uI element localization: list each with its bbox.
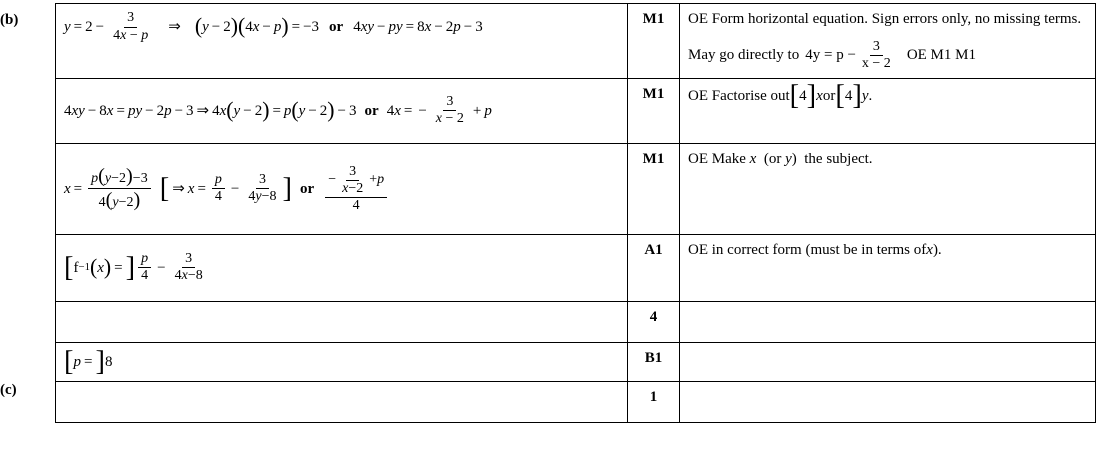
note-b4-main: OE in correct form (must be in terms of x ). <box>688 241 942 258</box>
note-b1 <box>680 4 1096 79</box>
mark-b2: M1 <box>628 78 680 143</box>
table-row <box>56 234 1096 301</box>
mark-b3: M1 <box>628 143 680 234</box>
note-b1-frac-den: x − 2 <box>861 55 891 71</box>
table-row <box>56 342 1096 381</box>
work-cell-c-total <box>56 381 628 422</box>
work-cell-b1 <box>56 4 628 79</box>
work-cell-b4 <box>56 234 628 301</box>
note-b1-frac-num: 3 <box>870 39 883 56</box>
work-cell-b-total <box>56 301 628 342</box>
note-b3 <box>680 143 1096 234</box>
part-label-c: (c) <box>0 382 17 398</box>
equation-b4: [ f −1 ( x ) = ] $\frac{p}{4}$ − $\frac{3}{4x-8}$ <box>64 251 203 284</box>
note-b1-second-eq: 4y = p − <box>805 46 856 63</box>
table-row <box>56 301 1096 342</box>
note-b2-main: OE Factorise out [ 4 ] x or [ 4 ] y . <box>688 79 873 111</box>
note-b1-second <box>688 39 1087 72</box>
note-b1-second-post: OE M1 M1 <box>906 46 976 63</box>
mark-c-total: 1 <box>628 381 680 422</box>
equation-b3: x = $\frac{p(y-2)-3}{4(y-2)}$ [ ⇒ x = $\frac{p}{4}$ − $\frac{3}{4y-8}$ ] or − $\frac{3}{x-2}$ + p 4 <box>64 150 619 228</box>
note-b4 <box>680 234 1096 301</box>
table-row <box>56 143 1096 234</box>
equation-c1: [ p = ] 8 <box>64 345 113 377</box>
note-c1 <box>680 342 1096 381</box>
mark-b-total: 4 <box>628 301 680 342</box>
mark-b1: M1 <box>628 4 680 79</box>
mark-scheme-table <box>55 3 1096 423</box>
note-b1-second-pre: May go directly to <box>688 46 800 63</box>
table-row <box>56 4 1096 79</box>
table-row <box>56 381 1096 422</box>
part-label-b: (b) <box>0 12 19 28</box>
note-c-total <box>680 381 1096 422</box>
mark-b4: A1 <box>628 234 680 301</box>
table-row <box>56 78 1096 143</box>
equation-b2: 4 xy − 8 x = py − 2 p − 3 ⇒ 4 x ( y − 2 ) = p ( y − 2 ) − 3 or 4 x = − $\frac{3}{x - 2}$ + p <box>64 94 492 127</box>
mark-c1: B1 <box>628 342 680 381</box>
equation-b1: y = 2 − $\frac{3}{4x - p}$ ⇒ ( y − 2 ) ( 4 x − p ) = −3 or 4 xy − py = 8 x − 2 p − 3 <box>64 10 483 43</box>
work-cell-b2 <box>56 78 628 143</box>
note-b2 <box>680 78 1096 143</box>
work-cell-c1 <box>56 342 628 381</box>
work-cell-b3 <box>56 143 628 234</box>
note-b3-main: OE Make x (or y ) the subject. <box>688 150 873 167</box>
note-b1-main: OE Form horizontal equation. Sign errors only, no missing terms. <box>688 11 1082 27</box>
note-b-total <box>680 301 1096 342</box>
